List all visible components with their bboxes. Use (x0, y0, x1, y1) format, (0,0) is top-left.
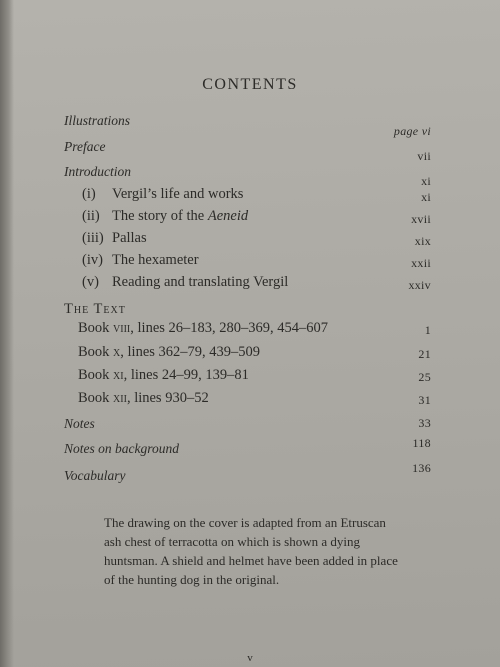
toc-book-numeral: x (113, 344, 121, 360)
toc-subentry (0, 252, 500, 272)
toc-section-label: The Text (64, 301, 126, 317)
toc-entry-page: xi (421, 190, 431, 204)
toc-entry-page: xix (414, 234, 431, 248)
toc-entry-label: Illustrations (64, 113, 131, 128)
contents-heading: CONTENTS (202, 76, 298, 93)
toc-book-lines: , lines 24–99, 139–81 (123, 367, 249, 383)
toc-entry-page: xi (421, 174, 431, 188)
toc-subentry (0, 208, 500, 228)
toc-entry-page: xvii (411, 212, 431, 226)
toc-book-label (78, 390, 209, 407)
toc-entry-vocabulary (0, 461, 500, 488)
toc-book-label (78, 320, 328, 337)
toc-entry-page: xxiv (408, 278, 431, 292)
toc-book-numeral: xi (113, 367, 124, 383)
cover-note: The drawing on the cover is adapted from an Etruscan ash chest of terracotta on which is shown a dying huntsman. A shield and helmet have been added in place of the hunting dog in the original. (104, 515, 398, 587)
toc-entry-page: 33 (418, 416, 431, 430)
toc-entry-illustrations (0, 113, 500, 138)
toc-entry-page: xxii (411, 256, 431, 270)
toc-entry-notes-on-background (0, 436, 500, 461)
toc-subentry-title-italic: Aeneid (207, 208, 249, 224)
toc-entry-page: 31 (418, 393, 431, 407)
toc-entry-page: page vi (393, 124, 431, 138)
toc-entry-page: 136 (412, 461, 431, 475)
toc-subentry-title: The hexameter (112, 252, 199, 268)
toc-subentry (0, 186, 500, 206)
toc-subentry-title: Vergil’s life and works (112, 186, 244, 202)
toc-book-numeral: xii (113, 390, 127, 406)
toc-subentry-label (82, 274, 288, 291)
toc-book-numeral: viii (113, 320, 131, 336)
toc-entry-label: Vocabulary (64, 468, 126, 483)
toc-book-entry (0, 320, 500, 340)
toc-book-entry (0, 344, 500, 364)
toc-entry-label: Introduction (64, 164, 131, 179)
toc-entry-label: Preface (64, 139, 106, 154)
toc-entry-label: Notes (64, 416, 95, 431)
toc-subentry-number: (v) (82, 274, 99, 290)
toc-subentry-number: (iii) (82, 230, 104, 246)
toc-subentry-label (82, 230, 147, 247)
toc-entry-introduction (0, 164, 500, 188)
toc-entry-label: Notes on background (64, 441, 179, 456)
toc-book-lines: , lines 930–52 (126, 390, 209, 406)
toc-entry-page: 1 (424, 323, 431, 337)
toc-subentry (0, 230, 500, 250)
toc-subentry-title: The story of the (112, 208, 208, 224)
toc-subentry-title: Reading and translating Vergil (112, 274, 289, 290)
toc-subentry-title: Pallas (112, 230, 147, 246)
toc-book-word: Book (78, 367, 114, 383)
toc-book-lines: , lines 26–183, 280–369, 454–607 (130, 320, 329, 336)
toc-book-entry (0, 390, 500, 410)
toc-book-label (78, 344, 260, 361)
toc-subentry-number: (i) (82, 186, 96, 202)
toc-entry-page: vii (417, 149, 431, 163)
toc-subentry-number: (ii) (82, 208, 100, 224)
toc-subentry (0, 274, 500, 294)
toc-section-the-text (0, 301, 500, 321)
toc-book-lines: , lines 362–79, 439–509 (120, 344, 261, 360)
toc-subentry-number: (iv) (82, 252, 103, 268)
toc-book-label (78, 367, 249, 384)
toc-subentry-label (82, 208, 248, 225)
toc-entry-notes (0, 416, 500, 436)
toc-entry-page: 21 (418, 347, 431, 361)
toc-entry-page: 25 (418, 370, 431, 384)
toc-subentry-label (82, 186, 243, 203)
toc-book-word: Book (78, 344, 114, 360)
toc-book-word: Book (78, 390, 114, 406)
toc-subentry-label (82, 252, 199, 269)
page-folio: v (247, 652, 253, 664)
toc-entry-page: 118 (412, 436, 431, 450)
toc-entry-preface (0, 139, 500, 163)
toc-book-entry (0, 367, 500, 387)
toc-book-word: Book (78, 320, 114, 336)
